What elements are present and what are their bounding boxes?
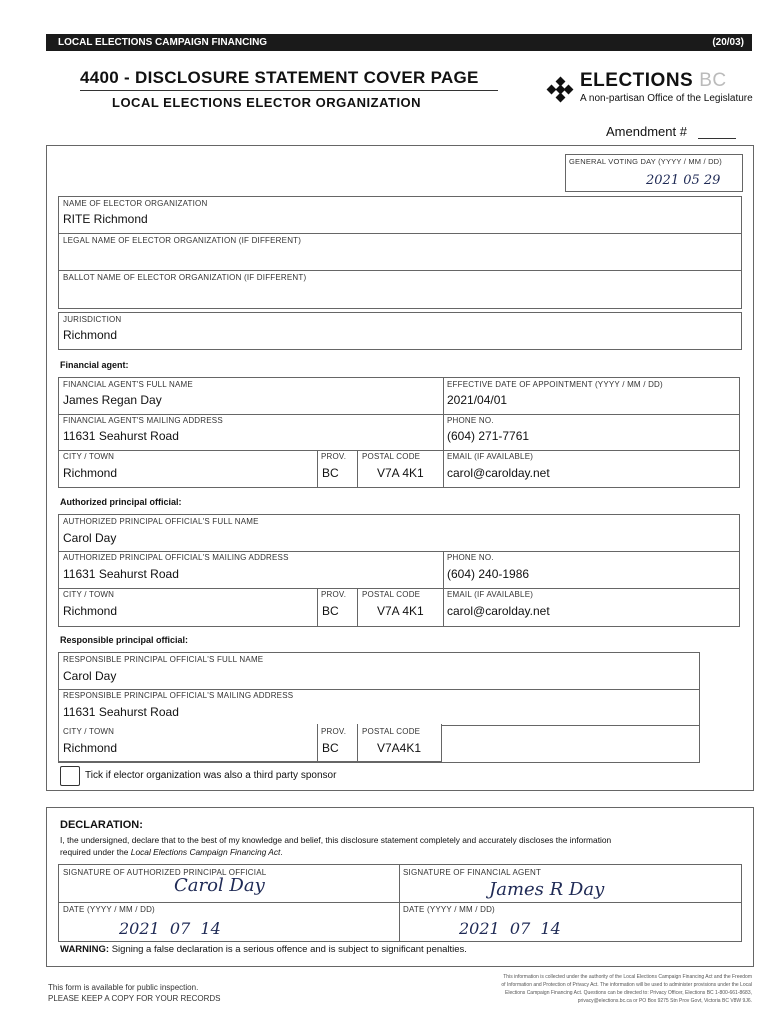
- divider: [59, 551, 739, 552]
- rpo-address-label: RESPONSIBLE PRINCIPAL OFFICIAL'S MAILING ADDRESS: [63, 691, 294, 700]
- fa-phone-value[interactable]: (604) 271-7761: [447, 429, 530, 443]
- financial-agent-heading: Financial agent:: [60, 360, 129, 370]
- declaration-heading: DECLARATION:: [60, 819, 143, 831]
- divider: [59, 588, 739, 589]
- elections-bc-logo-icon: [544, 72, 580, 108]
- declaration-act-name: Local Elections Campaign Financing Act: [130, 847, 281, 857]
- apo-prov-label: PROV.: [321, 590, 347, 599]
- declaration-text-2a: required under the: [60, 847, 131, 857]
- apo-name-value[interactable]: Carol Day: [63, 531, 117, 545]
- divider: [443, 551, 444, 626]
- title-underline: [80, 90, 498, 91]
- fa-city-label: CITY / TOWN: [63, 452, 115, 461]
- ballot-name-label: BALLOT NAME OF ELECTOR ORGANIZATION (IF DIFFERENT): [63, 273, 307, 282]
- date-left-value[interactable]: 2021 07 14: [119, 919, 221, 938]
- fa-postal-label: POSTAL CODE: [362, 452, 421, 461]
- divider: [357, 450, 358, 487]
- divider: [59, 902, 741, 903]
- fa-prov-value[interactable]: BC: [322, 466, 339, 480]
- legal-name-label: LEGAL NAME OF ELECTOR ORGANIZATION (IF DIFFERENT): [63, 236, 302, 245]
- apo-postal-value[interactable]: V7A 4K1: [377, 604, 424, 618]
- third-party-checkbox[interactable]: [60, 766, 80, 786]
- jurisdiction-value: Richmond: [63, 328, 118, 342]
- general-voting-day-field[interactable]: [565, 154, 743, 192]
- org-name-value[interactable]: RITE Richmond: [63, 212, 148, 226]
- apo-city-label: CITY / TOWN: [63, 590, 115, 599]
- financial-agent-block: [58, 377, 740, 488]
- rpo-postal-value[interactable]: V7A4K1: [377, 741, 422, 755]
- fa-postal-value[interactable]: V7A 4K1: [377, 466, 424, 480]
- divider: [59, 233, 741, 234]
- rpo-name-label: RESPONSIBLE PRINCIPAL OFFICIAL'S FULL NAME: [63, 655, 264, 664]
- jurisdiction-field[interactable]: [58, 312, 742, 350]
- fa-name-label: FINANCIAL AGENT'S FULL NAME: [63, 380, 193, 389]
- apo-phone-value[interactable]: (604) 240-1986: [447, 567, 530, 581]
- sig-agent-label: SIGNATURE OF FINANCIAL AGENT: [403, 868, 542, 877]
- rpo-address-value[interactable]: 11631 Seahurst Road: [63, 705, 179, 719]
- date-left-label: DATE (YYYY / MM / DD): [63, 905, 155, 914]
- amendment-field[interactable]: [698, 138, 736, 139]
- divider: [59, 689, 699, 690]
- page-title: 4400 - DISCLOSURE STATEMENT COVER PAGE: [80, 68, 479, 87]
- privacy-line-4: privacy@elections.bc.ca or PO Box 9275 Stn Prov Govt, Victoria BC V8W 9J6.: [577, 998, 752, 1004]
- fa-date-value[interactable]: 2021/04/01: [447, 393, 508, 407]
- privacy-line-1: This information is collected under the authority of the Local Elections Campaign Financing Act and the Freedom: [503, 974, 752, 980]
- divider: [317, 450, 318, 487]
- date-right-value[interactable]: 2021 07 14: [459, 919, 561, 938]
- authorized-official-heading: Authorized principal official:: [60, 497, 182, 507]
- divider: [59, 414, 739, 415]
- footer-keep-copy: PLEASE KEEP A COPY FOR YOUR RECORDS: [48, 994, 221, 1003]
- general-voting-day-value: 2021 05 29: [646, 173, 721, 188]
- rpo-location-row: [58, 724, 442, 762]
- apo-email-value[interactable]: carol@carolday.net: [447, 604, 550, 618]
- divider: [357, 588, 358, 626]
- sig-agent-signature[interactable]: James R Day: [489, 879, 605, 900]
- warning-body: Signing a false declaration is a serious offence and is subject to significant penalties.: [109, 944, 467, 955]
- general-voting-day-label: GENERAL VOTING DAY (YYYY / MM / DD): [569, 157, 722, 166]
- apo-city-value[interactable]: Richmond: [63, 604, 118, 618]
- warning-text: [60, 944, 467, 955]
- fa-city-value[interactable]: Richmond: [63, 466, 118, 480]
- signature-grid: [58, 864, 742, 942]
- sig-official-signature[interactable]: Carol Day: [174, 875, 265, 896]
- authorized-official-block: [58, 514, 740, 627]
- logo-text: [580, 70, 727, 92]
- sig-official-label: SIGNATURE OF AUTHORIZED PRINCIPAL OFFICIAL: [63, 868, 267, 877]
- responsible-official-heading: Responsible principal official:: [60, 635, 189, 645]
- apo-phone-label: PHONE NO.: [447, 553, 494, 562]
- rpo-prov-label: PROV.: [321, 727, 347, 736]
- fa-date-label: EFFECTIVE DATE OF APPOINTMENT (YYYY / MM / DD): [447, 380, 663, 389]
- rpo-postal-label: POSTAL CODE: [362, 727, 421, 736]
- date-right-label: DATE (YYYY / MM / DD): [403, 905, 495, 914]
- logo-subtitle: A non-partisan Office of the Legislature: [580, 93, 753, 104]
- org-name-label: NAME OF ELECTOR ORGANIZATION: [63, 199, 208, 208]
- rpo-city-value[interactable]: Richmond: [63, 741, 118, 755]
- footer-public-note: This form is available for public inspection.: [48, 983, 199, 992]
- privacy-line-3: Elections Campaign Financing Act. Questions can be directed to: Privacy Officer, Elections BC 1-800-661-8683,: [505, 990, 752, 996]
- rpo-prov-value[interactable]: BC: [322, 741, 339, 755]
- fa-email-label: EMAIL (IF AVAILABLE): [447, 452, 534, 461]
- form-version: (20/03): [712, 37, 744, 48]
- organization-block: [58, 196, 742, 309]
- divider: [317, 588, 318, 626]
- logo-elections: ELECTIONS: [580, 70, 694, 91]
- fa-address-value[interactable]: 11631 Seahurst Road: [63, 429, 179, 443]
- declaration-text-2: [60, 847, 283, 857]
- header-bar-title: LOCAL ELECTIONS CAMPAIGN FINANCING: [58, 37, 268, 48]
- divider: [59, 450, 739, 451]
- fa-phone-label: PHONE NO.: [447, 416, 494, 425]
- fa-prov-label: PROV.: [321, 452, 347, 461]
- header-bar: [46, 34, 752, 51]
- divider: [399, 865, 400, 941]
- apo-address-label: AUTHORIZED PRINCIPAL OFFICIAL'S MAILING ADDRESS: [63, 553, 289, 562]
- footer-privacy-notice: [400, 973, 752, 1005]
- fa-name-value[interactable]: James Regan Day: [63, 393, 162, 407]
- divider: [357, 724, 358, 761]
- rpo-city-label: CITY / TOWN: [63, 727, 115, 736]
- fa-address-label: FINANCIAL AGENT'S MAILING ADDRESS: [63, 416, 223, 425]
- apo-postal-label: POSTAL CODE: [362, 590, 421, 599]
- jurisdiction-label: JURISDICTION: [63, 315, 122, 324]
- rpo-name-value[interactable]: Carol Day: [63, 669, 117, 683]
- logo-bc: BC: [699, 70, 727, 91]
- apo-prov-value[interactable]: BC: [322, 604, 339, 618]
- page-subtitle: LOCAL ELECTIONS ELECTOR ORGANIZATION: [112, 95, 422, 110]
- privacy-line-2: of Information and Protection of Privacy Act. The information will be used to administer provisions under the Local: [501, 982, 752, 988]
- apo-address-value[interactable]: 11631 Seahurst Road: [63, 567, 179, 581]
- declaration-text-2c: .: [280, 847, 283, 857]
- apo-email-label: EMAIL (IF AVAILABLE): [447, 590, 534, 599]
- apo-name-label: AUTHORIZED PRINCIPAL OFFICIAL'S FULL NAME: [63, 517, 259, 526]
- fa-email-value[interactable]: carol@carolday.net: [447, 466, 550, 480]
- divider: [59, 270, 741, 271]
- declaration-text-1: I, the undersigned, declare that to the best of my knowledge and belief, this disclosure statement completely and accurately discloses the information: [60, 835, 612, 845]
- amendment-label: Amendment #: [606, 124, 687, 139]
- divider: [317, 724, 318, 761]
- warning-label: WARNING:: [60, 944, 110, 955]
- third-party-label: Tick if elector organization was also a third party sponsor: [85, 770, 337, 781]
- divider: [443, 378, 444, 487]
